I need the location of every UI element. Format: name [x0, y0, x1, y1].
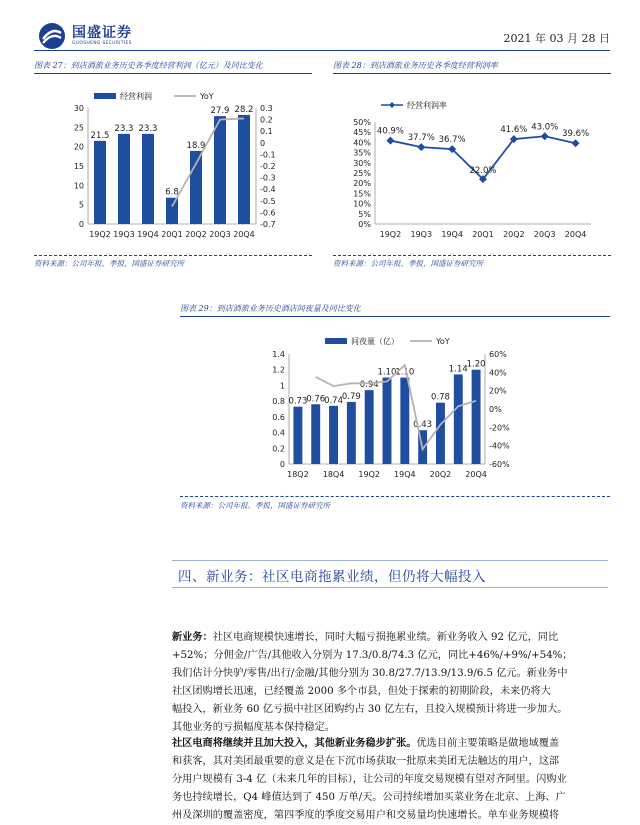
data-label: 37.7% [407, 133, 435, 144]
data-label: 0.73 [288, 396, 308, 407]
bar-20Q4 [238, 115, 250, 224]
fig29-source-line [180, 496, 610, 497]
data-label: 22.0% [469, 166, 497, 177]
fig29-caption-line [180, 316, 610, 317]
y2-tick-label: 60% [489, 350, 507, 359]
y-tick-label: 1.2 [272, 365, 285, 375]
bar-19Q2 [365, 390, 374, 464]
data-label: 21.5 [90, 130, 110, 141]
legend-bar-label: 经营利润 [120, 92, 152, 101]
paragraph-new-business [172, 628, 614, 737]
header-divider [34, 50, 610, 51]
y-tick-label: 25% [353, 169, 371, 178]
x-tick-label: 19Q2 [358, 470, 380, 479]
y2-tick-label: -0.7 [260, 220, 276, 229]
y-tick-label: 0.4 [272, 428, 285, 438]
bar-18Q4 [329, 406, 338, 464]
fig27-caption-line [34, 73, 312, 74]
data-point-19Q2 [386, 137, 394, 145]
fig27-source: 资料来源：公司年报、季报，国盛证券研究所 [34, 259, 184, 268]
y2-tick-label: -0.5 [260, 196, 276, 206]
bar-18Q2 [293, 407, 302, 464]
y-tick-label: 25 [73, 123, 84, 133]
data-label: 27.9 [210, 106, 230, 117]
y-tick-label: 40% [353, 138, 371, 148]
data-point-20Q4 [572, 139, 580, 147]
y2-tick-label: 0.2 [260, 115, 273, 125]
para2-line: 分用户规模有 3-4 亿（未来几年的目标），让公司的年度交易规模有望对齐阿里。闪购业 [172, 774, 567, 785]
y2-tick-label: 40% [489, 368, 507, 378]
y-tick-label: 1.4 [272, 350, 285, 359]
y2-tick-label: -0.3 [260, 173, 276, 183]
y-tick-label: 5 [78, 200, 84, 210]
legend-line-label: YoY [436, 337, 450, 346]
data-label: 28.2 [234, 104, 254, 115]
bar-19Q4 [400, 378, 409, 464]
y-tick-label: 0.6 [272, 412, 285, 422]
para1-line: +52%；分佣金/广告/其他收入分别为 17.3/0.8/74.3 亿元，同比+46%/+9%/+54%； [172, 650, 573, 661]
section-heading: 四、新业务：社区电商拖累业绩，但仍将大幅投入 [178, 569, 486, 585]
bar-19Q2 [94, 141, 106, 224]
x-tick-label: 20Q3 [533, 230, 556, 239]
y2-tick-label: 0 [260, 138, 266, 148]
data-label: 41.6% [500, 125, 528, 136]
y-tick-label: 10% [353, 199, 371, 209]
legend-marker [389, 102, 395, 108]
x-tick-label: 19Q4 [394, 470, 416, 479]
x-tick-label: 19Q2 [379, 230, 402, 239]
data-label: 6.8 [165, 187, 179, 198]
report-date: 2021 年 03 月 28 日 [503, 32, 610, 45]
y-tick-label: 0.8 [272, 397, 285, 407]
para1-line: 我们估计分快驴/零售/出行/金融/其他分别为 30.8/27.7/13.9/13.9/6.5 亿元。新业务中 [172, 668, 568, 679]
data-label: 0.78 [430, 392, 450, 403]
y-tick-label: 15% [353, 189, 371, 199]
y2-tick-label: 0% [489, 405, 502, 414]
para1-lead: 新业务： [172, 631, 213, 643]
bar-19Q1 [347, 402, 356, 464]
brand-name: 国盛证券 [72, 25, 132, 41]
bar-20Q3 [454, 374, 463, 464]
bar-20Q4 [472, 370, 481, 464]
y-tick-label: 20 [73, 142, 84, 152]
data-label: 1.14 [448, 364, 468, 375]
x-tick-label: 19Q3 [113, 230, 135, 239]
y2-tick-label: 20% [489, 386, 507, 396]
data-label: 39.6% [562, 129, 590, 140]
y-tick-label: 5% [358, 209, 371, 219]
data-label: 0.74 [324, 395, 344, 406]
para1-line: 其他业务的亏损幅度基本保持稳定。 [172, 722, 335, 733]
x-tick-label: 20Q4 [564, 230, 587, 239]
y-tick-label: 20% [353, 179, 371, 189]
para2-line: 务也持续增长，Q4 峰值达到了 450 万单/天。公司持续增加买菜业务在北京、上海、广 [172, 792, 566, 803]
fig27-caption: 图表 27：到店酒旅业务历史各季度经营利润（亿元）及同比变化 [34, 61, 263, 70]
data-label: 23.3 [114, 123, 134, 134]
x-tick-label: 20Q3 [209, 230, 231, 239]
data-label: 23.3 [138, 123, 158, 134]
y2-tick-label: -0.1 [260, 150, 276, 160]
para2-line: 和获客，其对美团最重要的意义是在下沉市场获取一批原来美团无法触达的用户，这部 [172, 756, 560, 767]
y2-tick-label: 0.3 [260, 104, 273, 113]
legend-bar-swatch [94, 93, 116, 99]
yoy-series-line [172, 118, 244, 206]
x-tick-label: 19Q4 [137, 230, 159, 239]
y-tick-label: 30% [353, 158, 371, 168]
fig27-chart [34, 78, 316, 250]
data-label: 0.79 [341, 391, 361, 402]
data-label: 1.10 [377, 367, 397, 378]
x-tick-label: 20Q4 [465, 470, 487, 479]
y2-tick-label: -60% [489, 460, 510, 469]
x-tick-label: 20Q4 [233, 230, 255, 239]
bar-19Q3 [118, 134, 130, 224]
bar-18Q3 [311, 404, 320, 464]
y2-tick-label: -0.2 [260, 162, 276, 171]
legend-line-label: 经营利润率 [407, 101, 447, 110]
fig28-caption-line [333, 73, 611, 74]
data-label: 18.9 [186, 140, 206, 151]
para1-line: 新业务：社区电商规模快速增长，同时大幅亏损拖累业绩。新业务收入 92 亿元，同比 [172, 631, 559, 643]
y-tick-label: 45% [353, 128, 371, 138]
data-label: 0.94 [359, 380, 379, 391]
x-tick-label: 20Q1 [161, 230, 183, 239]
brand-logo [38, 22, 132, 50]
legend-bar-swatch [325, 338, 347, 344]
x-tick-label: 19Q3 [410, 230, 433, 239]
x-tick-label: 18Q4 [322, 470, 345, 479]
brand-sub: GUOSHENG SECURITIES [72, 41, 132, 46]
x-tick-label: 19Q2 [89, 230, 111, 239]
y-tick-label: 0 [279, 460, 285, 469]
y2-tick-label: -0.6 [260, 208, 276, 218]
y-tick-label: 10 [73, 181, 84, 191]
x-tick-label: 18Q2 [287, 470, 309, 479]
data-label: 0.76 [306, 394, 326, 405]
data-point-19Q3 [417, 143, 425, 151]
fig29-source: 资料来源：公司年报、季报，国盛证券研究所 [180, 501, 330, 510]
y2-tick-label: -40% [489, 441, 510, 451]
x-tick-label: 19Q4 [441, 230, 463, 239]
data-label: 43.0% [531, 122, 559, 133]
data-label: 1.20 [466, 359, 486, 370]
bar-20Q3 [214, 116, 226, 224]
x-tick-label: 20Q2 [185, 230, 207, 239]
fig27-source-line [34, 255, 312, 256]
para1-line: 社区团购增长迅速，已经覆盖 2000 多个市县，但处于探索的初期阶段，未来仍将大 [172, 686, 551, 697]
y2-tick-label: -0.4 [260, 185, 276, 195]
y-tick-label: 30 [73, 104, 84, 113]
bar-19Q4 [142, 134, 154, 224]
fig28-chart [333, 78, 615, 250]
yoy-series-line [316, 365, 476, 449]
bar-19Q3 [383, 378, 392, 464]
y-tick-label: 0% [358, 220, 371, 229]
y-tick-label: 35% [353, 148, 371, 158]
data-label: 36.7% [438, 135, 466, 146]
legend-bar-label: 间夜量（亿） [351, 337, 399, 346]
y-tick-label: 50% [353, 118, 371, 127]
y2-tick-label: -20% [489, 423, 510, 433]
fig28-caption: 图表 28：到店酒旅业务历史各季度经营利润率 [333, 61, 498, 70]
fig28-source-line [333, 255, 611, 256]
y-tick-label: 0.2 [272, 444, 285, 454]
x-tick-label: 20Q2 [429, 470, 452, 479]
para2-line: 州及深圳的覆盖密度，第四季度的季度交易用户和交易量均快速增长。单车业务规模将 [172, 810, 560, 821]
bar-20Q1 [166, 198, 178, 224]
para1-line: 幅投入，新业务 60 亿亏损中社区团购约占 30 亿左右，且投入规模预计将进一步加大。 [172, 704, 568, 715]
fig29-chart [255, 322, 555, 490]
y-tick-label: 15 [73, 162, 84, 171]
y2-tick-label: 0.1 [260, 127, 273, 137]
x-tick-label: 20Q1 [472, 230, 494, 239]
y-tick-label: 1 [279, 381, 285, 391]
brand-emblem-icon [38, 22, 66, 50]
para2-line: 社区电商将继续并且加大投入，其他新业务稳步扩张。优选目前主要策略是做地域覆盖 [172, 737, 560, 749]
data-label: 0.43 [413, 420, 433, 431]
fig28-source: 资料来源：公司年报、季报，国盛证券研究所 [333, 259, 483, 268]
data-point-20Q3 [541, 132, 549, 140]
fig29-caption: 图表 29：到店酒旅业务历史酒店间夜量及同比变化 [180, 304, 361, 313]
paragraph-community-ecommerce [172, 734, 614, 825]
y-tick-label: 0 [78, 220, 84, 229]
bar-20Q2 [436, 403, 445, 464]
data-label: 1.10 [395, 367, 415, 378]
legend-line-label: YoY [200, 92, 214, 101]
data-label: 40.9% [376, 126, 404, 137]
x-tick-label: 20Q2 [503, 230, 525, 239]
para2-lead: 社区电商将继续并且加大投入，其他新业务稳步扩张。 [172, 737, 417, 749]
